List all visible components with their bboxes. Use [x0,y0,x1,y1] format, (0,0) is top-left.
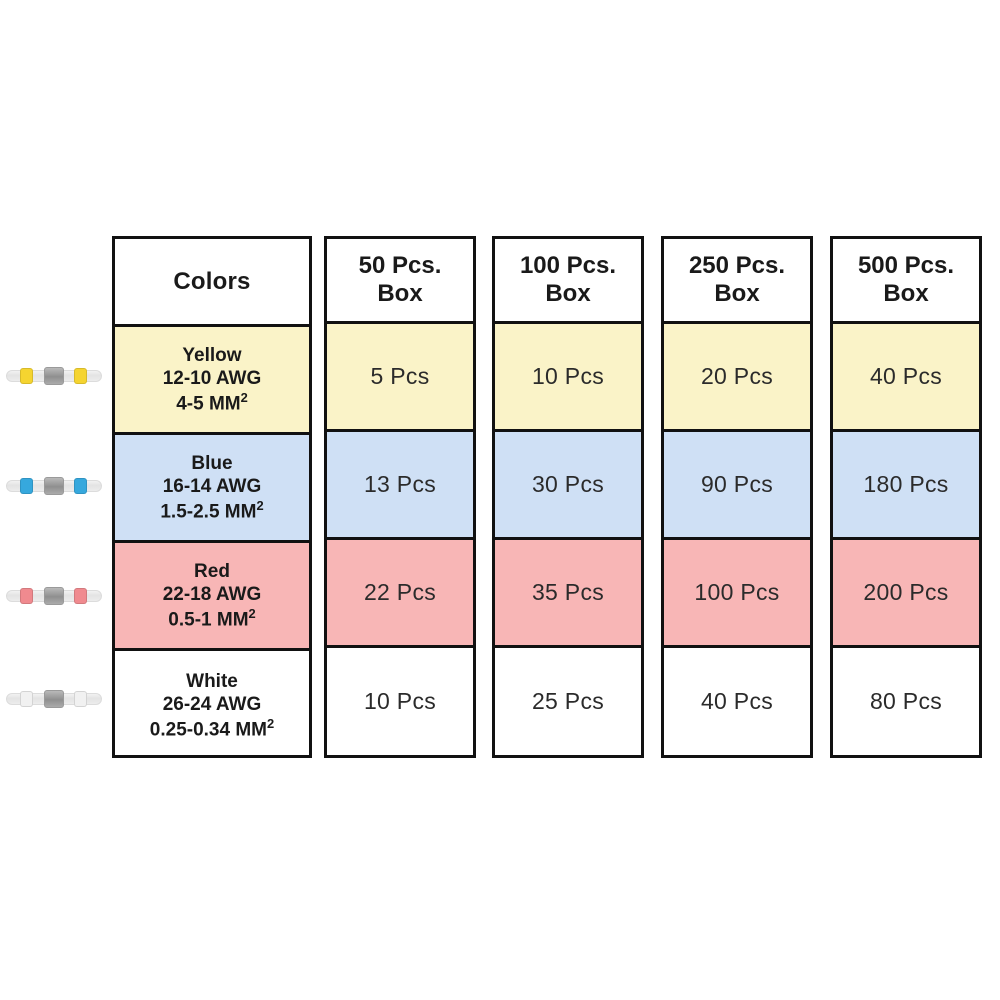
column-100-pcs-box [492,236,644,758]
cell-50-red: 22 Pcs [327,540,473,648]
column-header-250 [661,236,813,324]
solder-ring [44,690,64,708]
column-header-50 [324,236,476,324]
color-name-blue: Blue [191,452,233,474]
connector-swatch-column [0,236,112,758]
cell-50-yellow: 5 Pcs [327,324,473,432]
solder-ring [44,367,64,385]
color-row-blue [115,435,309,543]
color-mm-white-value: 0.25-0.34 MM [149,719,268,741]
column-250-pcs-box [661,236,813,758]
colors-column-header [115,239,309,327]
cell-500-white: 80 Pcs [833,648,979,755]
color-awg-blue: 16-14 AWG [162,475,262,497]
color-row-white [115,651,309,758]
column-header-250-line1: 250 Pcs. [688,251,786,279]
color-awg-white: 26-24 AWG [162,694,262,716]
color-mm-yellow-sup: 2 [240,389,248,405]
solder-band-left [20,691,33,707]
solder-band-right [74,368,87,384]
color-row-yellow [115,327,309,435]
solder-band-right [74,478,87,494]
column-header-500-line1: 500 Pcs. [857,251,955,279]
column-body-50 [324,324,476,758]
cell-100-red: 35 Pcs [495,540,641,648]
column-header-50-line2: Box [377,280,423,307]
solder-ring [44,477,64,495]
yellow-connector-swatch [6,365,102,387]
solder-band-left [20,588,33,604]
color-name-red: Red [194,560,230,582]
colors-header-label: Colors [173,267,251,295]
color-mm-red-value: 0.5-1 MM [168,609,249,631]
solder-ring [44,587,64,605]
column-50-pcs-box [324,236,476,758]
cell-250-yellow: 20 Pcs [664,324,810,432]
column-header-100-line1: 100 Pcs. [519,251,617,279]
color-mm-red [168,606,255,632]
cell-50-blue: 13 Pcs [327,432,473,540]
white-connector-swatch [6,688,102,710]
solder-band-left [20,478,33,494]
column-body-100 [492,324,644,758]
column-header-500 [830,236,982,324]
cell-250-white: 40 Pcs [664,648,810,755]
color-mm-white [150,716,274,742]
cell-50-white: 10 Pcs [327,648,473,755]
color-mm-blue [160,498,263,524]
cell-250-red: 100 Pcs [664,540,810,648]
cell-100-white: 25 Pcs [495,648,641,755]
cell-500-yellow: 40 Pcs [833,324,979,432]
solder-band-right [74,691,87,707]
column-header-50-line1: 50 Pcs. [358,251,442,279]
cell-250-blue: 90 Pcs [664,432,810,540]
color-mm-blue-sup: 2 [256,497,264,513]
blue-connector-swatch [6,475,102,497]
column-header-100-line2: Box [545,280,591,307]
solder-band-right [74,588,87,604]
color-mm-white-sup: 2 [267,716,275,732]
column-body-500 [830,324,982,758]
column-header-500-line2: Box [883,280,929,307]
column-header-250-line2: Box [714,280,760,307]
color-name-yellow: Yellow [182,344,242,366]
cell-500-blue: 180 Pcs [833,432,979,540]
column-header-100 [492,236,644,324]
cell-500-red: 200 Pcs [833,540,979,648]
color-mm-red-sup: 2 [248,605,256,621]
cell-100-blue: 30 Pcs [495,432,641,540]
colors-column [112,236,312,758]
solder-band-left [20,368,33,384]
color-awg-red: 22-18 AWG [162,583,262,605]
color-mm-yellow-value: 4-5 MM [176,393,241,415]
color-row-red [115,543,309,651]
red-connector-swatch [6,585,102,607]
column-500-pcs-box [830,236,982,758]
cell-100-yellow: 10 Pcs [495,324,641,432]
column-body-250 [661,324,813,758]
color-name-white: White [186,671,238,693]
color-mm-blue-value: 1.5-2.5 MM [160,501,257,523]
color-mm-yellow [176,390,248,416]
color-awg-yellow: 12-10 AWG [162,367,262,389]
